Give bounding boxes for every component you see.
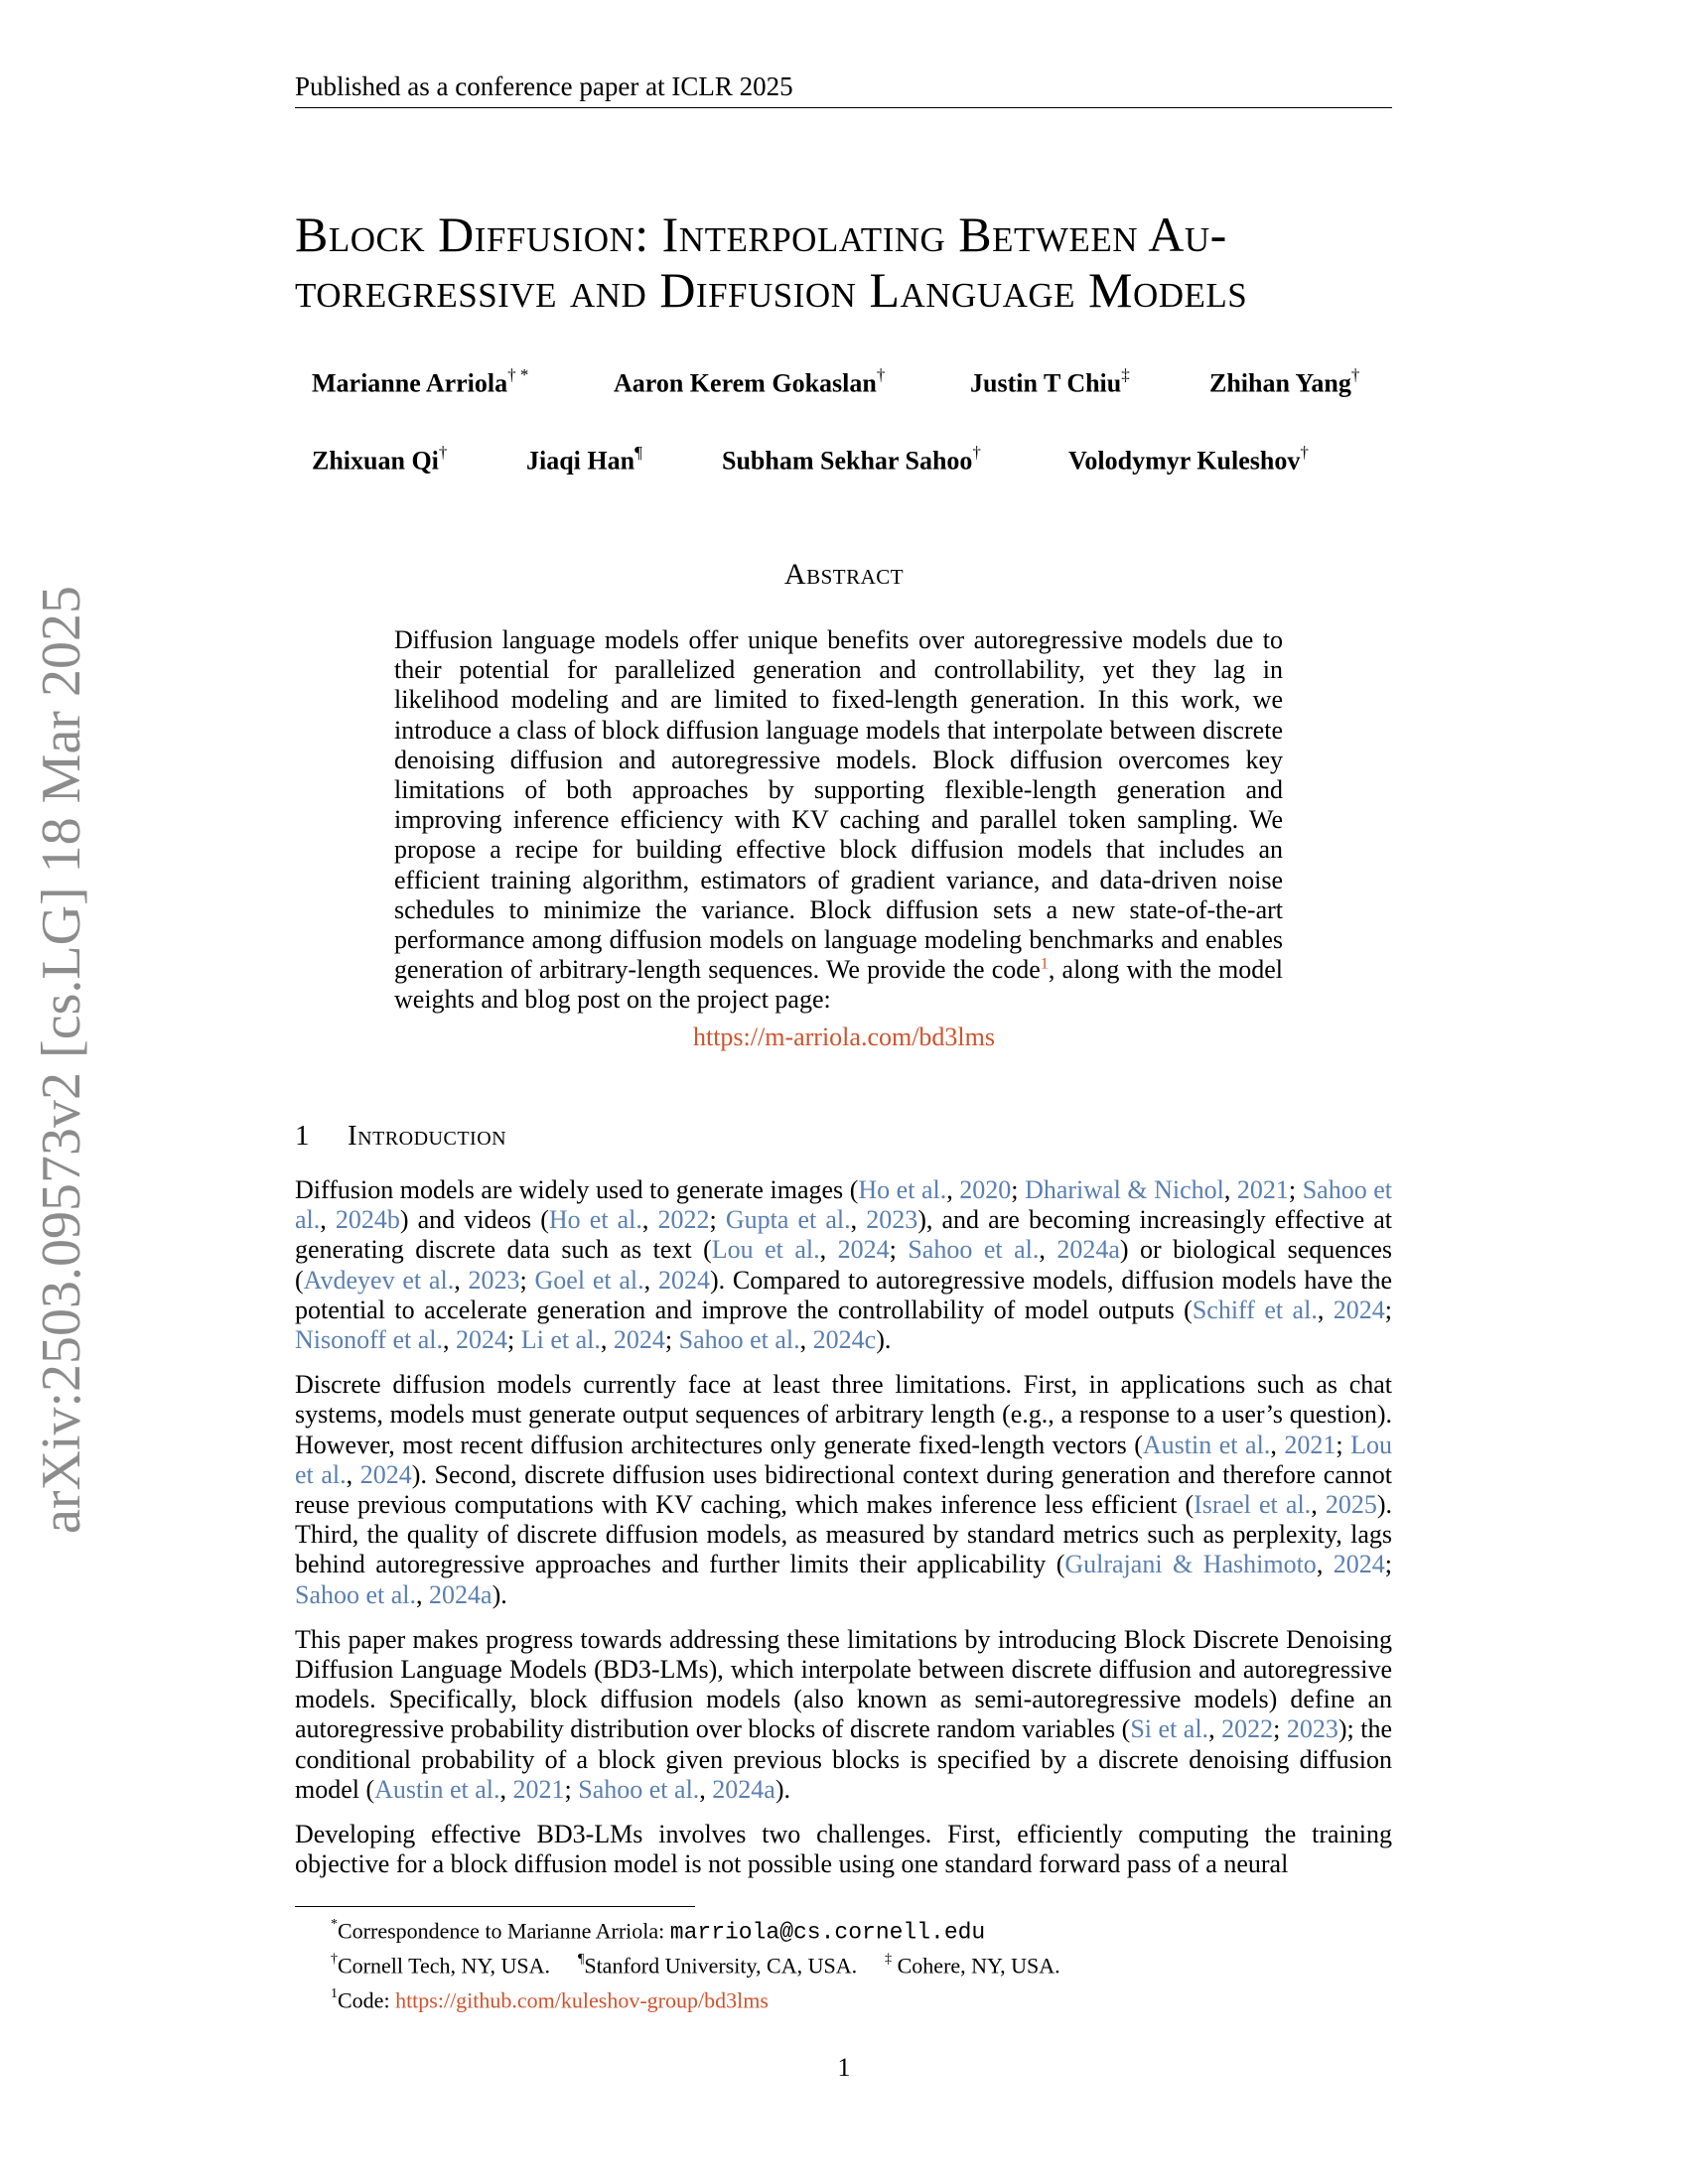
citation-link[interactable]: 2024a (429, 1579, 492, 1609)
citation-link[interactable]: 2024c (812, 1325, 877, 1355)
citation-link[interactable]: Sahoo et al. (678, 1325, 800, 1355)
citation-link[interactable]: 2023 (468, 1265, 520, 1295)
paragraph: Developing effective BD3-LMs involves two challenges. First, efficiently computing the training objective for a block diffusion model is not possible using one standard forward pass of a neural (295, 1820, 1392, 1879)
citation-link[interactable]: Sahoo et al. (908, 1235, 1040, 1265)
citation-link[interactable]: 2024 (359, 1459, 412, 1489)
citation-link[interactable]: 2024a (1056, 1235, 1120, 1265)
paragraph: Discrete diffusion models currently face at least three limitations. First, in applications such as chat systems, models must generate output sequences of arbitrary length (e.g., a response to a user’s question). However, most recent diffusion architectures only generate fixed-length vectors (Austin et al., 2021; Lou et al., 2024). Second, discrete diffusion uses bidirectional context during generation and therefore cannot reuse previous computations with KV caching, which makes inference less efficient (Israel et al., 2025). Third, the quality of discrete diffusion models, as measured by standard metrics such as perplexity, lags behind autoregressive approaches and further limits their applicability (Gulrajani & Hashimoto, 2024; Sahoo et al., 2024a). (295, 1370, 1393, 1609)
citation-link[interactable]: Gulrajani & Hashimoto (1064, 1550, 1317, 1579)
footnote-correspondence: *Correspondence to Marianne Arriola: marriola@cs.cornell.edu (331, 1917, 986, 1946)
section-number: 1 (295, 1120, 310, 1152)
introduction-body (295, 1175, 1392, 1894)
section-heading-introduction (295, 1120, 506, 1153)
author: Marianne Arriola† * (312, 365, 529, 398)
citation-link[interactable]: 2024 (456, 1325, 507, 1355)
citation-link[interactable]: Sahoo et al. (295, 1579, 417, 1609)
citation-link[interactable]: Si et al. (1130, 1714, 1209, 1744)
footnotes (331, 1912, 1393, 2015)
abstract-text: Diffusion language models offer unique benefits over autoregressive models due to their potential for parallelized generation and controllability, yet they lag in likelihood modeling and are limited to fixed-length generation. In this work, we introduce a class of block diffusion language models that interpolate between discrete denoising diffusion and autoregressive models. Block diffusion overcomes key limitations of both approaches by supporting flexible-length generation and improving inference efficiency with KV caching and parallel token sampling. We propose a recipe for building effective block diffusion models that includes an efficient training algorithm, estimators of gradient variance, and data-driven noise schedules to minimize the variance. Block diffusion sets a new state-of-the-art performance among diffusion models on language modeling benchmarks and enables generation of arbitrary-length sequences. We provide the code$^1$, along with the model weights and blog post on the project page: (394, 625, 1283, 1015)
citation-link[interactable]: Austin et al. (1142, 1430, 1271, 1459)
citation-link[interactable]: Lou et al. (711, 1235, 820, 1265)
paper-title (295, 206, 1397, 318)
citation-link[interactable]: 2023 (866, 1205, 918, 1235)
citation-link[interactable]: Nisonoff et al. (295, 1325, 443, 1355)
page-number: 1 (837, 2053, 851, 2082)
author: Subham Sekhar Sahoo† (722, 443, 981, 476)
paragraph: Diffusion models are widely used to generate images (Ho et al., 2020; Dhariwal & Nichol, 2021; Sahoo et al., 2024b) and videos (Ho et al., 2022; Gupta et al., 2023), and are becoming increasingly effective at generating discrete data such as text (Lou et al., 2024; Sahoo et al., 2024a) or biological sequences (Avdeyev et al., 2023; Goel et al., 2024). Compared to autoregressive models, diffusion models have the potential to accelerate generation and improve the controllability of model outputs (Schiff et al., 2024; Nisonoff et al., 2024; Li et al., 2024; Sahoo et al., 2024c). (295, 1175, 1393, 1355)
author: Jiaqi Han¶ (526, 443, 642, 476)
project-page-link-container (0, 1023, 1688, 1052)
citation-link[interactable]: 2020 (959, 1175, 1012, 1204)
citation-link[interactable]: Sahoo et al. (295, 1175, 1392, 1235)
abstract-heading: Abstract (783, 558, 905, 591)
citation-link[interactable]: Gupta et al. (725, 1205, 851, 1235)
author: Aaron Kerem Gokaslan† (614, 365, 886, 398)
citation-link[interactable]: 2021 (1236, 1175, 1289, 1204)
citation-link[interactable]: Ho et al. (548, 1205, 642, 1235)
section-title: Introduction (348, 1120, 507, 1152)
correspondence-email[interactable]: marriola@cs.cornell.edu (669, 1919, 986, 1946)
author: Justin T Chiu‡ (970, 365, 1130, 398)
author: Zhihan Yang† (1209, 365, 1360, 398)
code-footnote-mark[interactable]: 1 (1040, 955, 1049, 973)
paper-title-line-2: toregressive and Diffusion Language Models (295, 262, 1248, 318)
citation-link[interactable]: 2025 (1325, 1490, 1377, 1520)
citation-link[interactable]: Dhariwal & Nichol (1025, 1175, 1224, 1204)
footnote-code: $^1$Code: https://github.com/kuleshov-group/bd3lms (331, 1985, 769, 2012)
citation-link[interactable]: Ho et al. (858, 1175, 947, 1204)
running-head: Published as a conference paper at ICLR 2025 (295, 71, 1392, 108)
author: Zhixuan Qi† (312, 443, 448, 476)
project-page-link[interactable]: https://m-arriola.com/bd3lms (692, 1023, 995, 1051)
paragraph: This paper makes progress towards addressing these limitations by introducing Block Discrete Denoising Diffusion Language Models (BD3-LMs), which interpolate between discrete diffusion and autoregressive models. Specifically, block diffusion models (also known as semi-autoregressive models) define an autoregressive probability distribution over blocks of discrete random variables (Si et al., 2022; 2023); the conditional probability of a block given previous blocks is specified by a discrete denoising diffusion model (Austin et al., 2021; Sahoo et al., 2024a). (295, 1624, 1393, 1804)
citation-link[interactable]: Goel et al. (534, 1265, 644, 1295)
citation-link[interactable]: Avdeyev et al. (303, 1265, 455, 1295)
citation-link[interactable]: Sahoo et al. (578, 1774, 700, 1804)
footnote-divider (295, 1906, 695, 1907)
citation-link[interactable]: 2024b (335, 1205, 400, 1235)
citation-link[interactable]: Austin et al. (374, 1774, 500, 1804)
author: Volodymyr Kuleshov† (1068, 443, 1309, 476)
citation-link[interactable]: Li et al. (520, 1325, 601, 1355)
citation-link[interactable]: Lou et al. (295, 1430, 1393, 1489)
citation-link[interactable]: 2024 (1333, 1550, 1385, 1579)
footnote-affiliations: †Cornell Tech, NY, USA. ¶Stanford University, CA, USA. ‡ Cohere, NY, USA. (331, 1952, 1060, 1979)
citation-link[interactable]: 2024 (837, 1235, 890, 1265)
citation-link[interactable]: 2022 (1221, 1714, 1274, 1744)
citation-link[interactable]: 2023 (1286, 1714, 1338, 1744)
citation-link[interactable]: 2024 (657, 1265, 710, 1295)
citation-link[interactable]: Israel et al. (1194, 1490, 1312, 1520)
citation-link[interactable]: 2024a (712, 1774, 775, 1804)
citation-link[interactable]: Schiff et al. (1192, 1295, 1318, 1324)
citation-link[interactable]: 2022 (657, 1205, 710, 1235)
citation-link[interactable]: 2024 (1333, 1295, 1385, 1324)
arxiv-identifier-stamp: arXiv:2503.09573v2 [cs.LG] 18 Mar 2025 (31, 586, 92, 1534)
citation-link[interactable]: 2021 (1284, 1430, 1336, 1459)
paper-title-line-1: Block Diffusion: Interpolating Between Au- (295, 206, 1227, 262)
citation-link[interactable]: 2021 (512, 1774, 565, 1804)
citation-link[interactable]: 2024 (613, 1325, 665, 1355)
code-repository-link[interactable]: https://github.com/kuleshov-group/bd3lms (395, 1986, 769, 2012)
